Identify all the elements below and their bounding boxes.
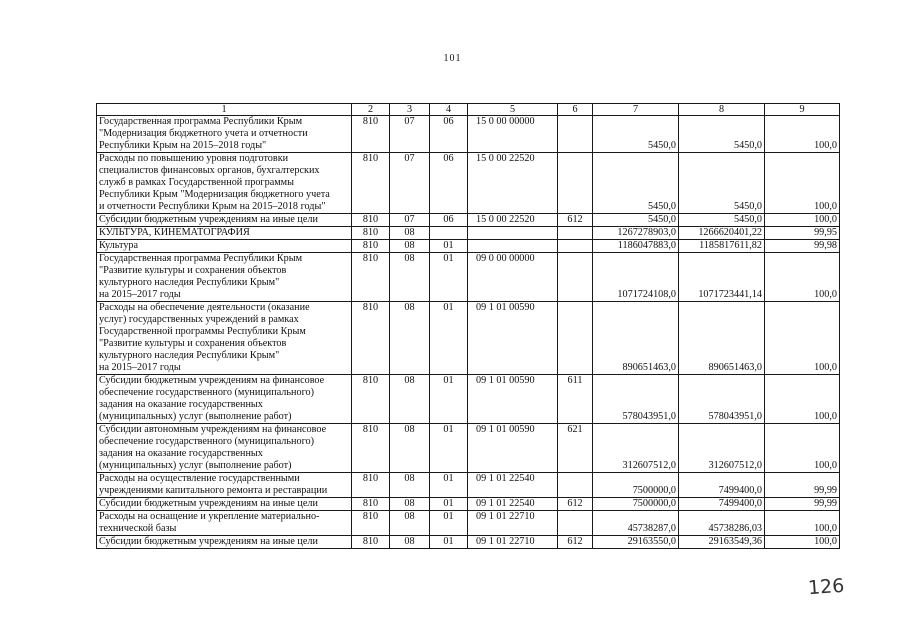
expense-name-line: Республики Крым "Модернизация бюджетного учета bbox=[99, 189, 330, 200]
section-code-cell: 08 bbox=[390, 375, 430, 424]
actual-amount-cell: 45738286,03 bbox=[679, 511, 765, 536]
expense-name-cell bbox=[97, 511, 352, 536]
expense-name-line: Субсидии бюджетным учреждениям на иные цели bbox=[99, 214, 318, 225]
subsection-code-cell: 01 bbox=[430, 473, 468, 498]
table-row bbox=[97, 240, 840, 253]
subsection-code-cell: 01 bbox=[430, 302, 468, 375]
expense-name-line: (муниципальных) услуг (выполнение работ) bbox=[99, 460, 292, 471]
expense-name-line: услуг) государственных учреждений в рамках bbox=[99, 314, 299, 325]
table-row bbox=[97, 498, 840, 511]
column-header: 7 bbox=[593, 104, 679, 116]
expense-name-line: Субсидии бюджетным учреждениям на иные цели bbox=[99, 536, 318, 547]
percent-cell: 100,0 bbox=[765, 511, 840, 536]
section-code-cell: 07 bbox=[390, 153, 430, 214]
actual-amount-cell: 1071723441,14 bbox=[679, 253, 765, 302]
expense-name-line: специалистов финансовых органов, бухгалтерских bbox=[99, 165, 320, 176]
column-header: 5 bbox=[468, 104, 558, 116]
planned-amount-cell: 1186047883,0 bbox=[593, 240, 679, 253]
actual-amount-cell: 29163549,36 bbox=[679, 536, 765, 549]
actual-amount-cell: 7499400,0 bbox=[679, 473, 765, 498]
actual-amount-cell: 578043951,0 bbox=[679, 375, 765, 424]
expense-name-cell bbox=[97, 473, 352, 498]
expense-name-line: обеспечение государственного (муниципального) bbox=[99, 387, 314, 398]
expense-type-cell bbox=[558, 227, 593, 240]
planned-amount-cell: 578043951,0 bbox=[593, 375, 679, 424]
expense-name-line: Государственной программы Республики Крым bbox=[99, 326, 306, 337]
ministry-code-cell: 810 bbox=[352, 214, 390, 227]
table-row bbox=[97, 253, 840, 302]
column-header: 2 bbox=[352, 104, 390, 116]
planned-amount-cell: 312607512,0 bbox=[593, 424, 679, 473]
percent-cell: 100,0 bbox=[765, 153, 840, 214]
target-article-cell: 15 0 00 22520 bbox=[468, 153, 558, 214]
subsection-code-cell: 01 bbox=[430, 240, 468, 253]
column-header: 4 bbox=[430, 104, 468, 116]
expense-type-cell bbox=[558, 511, 593, 536]
expense-name-cell bbox=[97, 116, 352, 153]
section-code-cell: 08 bbox=[390, 498, 430, 511]
percent-cell: 100,0 bbox=[765, 424, 840, 473]
planned-amount-cell: 1071724108,0 bbox=[593, 253, 679, 302]
expense-type-cell: 611 bbox=[558, 375, 593, 424]
target-article-cell: 09 1 01 22710 bbox=[468, 536, 558, 549]
expense-name-line: культурного наследия Республики Крым" bbox=[99, 277, 280, 288]
expense-name-cell bbox=[97, 214, 352, 227]
table-row bbox=[97, 302, 840, 375]
expense-name-line: Культура bbox=[99, 240, 139, 251]
expense-name-line: на 2015–2017 годы bbox=[99, 289, 181, 300]
section-code-cell: 08 bbox=[390, 536, 430, 549]
percent-cell: 100,0 bbox=[765, 375, 840, 424]
target-article-cell bbox=[468, 227, 558, 240]
section-code-cell: 08 bbox=[390, 240, 430, 253]
percent-cell: 99,99 bbox=[765, 498, 840, 511]
expense-name-line: КУЛЬТУРА, КИНЕМАТОГРАФИЯ bbox=[99, 227, 250, 238]
expense-name-line: Расходы по повышению уровня подготовки bbox=[99, 153, 289, 164]
expense-name-cell bbox=[97, 375, 352, 424]
expense-name-line: Республики Крым на 2015–2018 годы" bbox=[99, 140, 267, 151]
target-article-cell: 15 0 00 22520 bbox=[468, 214, 558, 227]
actual-amount-cell: 5450,0 bbox=[679, 153, 765, 214]
planned-amount-cell: 45738287,0 bbox=[593, 511, 679, 536]
expense-type-cell: 612 bbox=[558, 498, 593, 511]
target-article-cell: 09 1 01 22710 bbox=[468, 511, 558, 536]
expense-name-cell bbox=[97, 302, 352, 375]
planned-amount-cell: 29163550,0 bbox=[593, 536, 679, 549]
target-article-cell bbox=[468, 240, 558, 253]
subsection-code-cell: 01 bbox=[430, 511, 468, 536]
table-row bbox=[97, 424, 840, 473]
ministry-code-cell: 810 bbox=[352, 116, 390, 153]
expense-name-line: задания на оказание государственных bbox=[99, 399, 263, 410]
percent-cell: 99,95 bbox=[765, 227, 840, 240]
actual-amount-cell: 5450,0 bbox=[679, 116, 765, 153]
column-header: 3 bbox=[390, 104, 430, 116]
expense-name-line: "Модернизация бюджетного учета и отчетности bbox=[99, 128, 308, 139]
subsection-code-cell: 01 bbox=[430, 498, 468, 511]
ministry-code-cell: 810 bbox=[352, 302, 390, 375]
planned-amount-cell: 1267278903,0 bbox=[593, 227, 679, 240]
section-code-cell: 08 bbox=[390, 511, 430, 536]
table-row bbox=[97, 153, 840, 214]
expense-name-line: учреждениями капитального ремонта и реставрации bbox=[99, 485, 328, 496]
handwritten-page-number: 126 bbox=[807, 574, 845, 600]
table-row bbox=[97, 375, 840, 424]
actual-amount-cell: 1185817611,82 bbox=[679, 240, 765, 253]
target-article-cell: 09 1 01 00590 bbox=[468, 375, 558, 424]
expense-name-line: задания на оказание государственных bbox=[99, 448, 263, 459]
percent-cell: 100,0 bbox=[765, 536, 840, 549]
expense-type-cell bbox=[558, 153, 593, 214]
subsection-code-cell: 06 bbox=[430, 153, 468, 214]
subsection-code-cell: 01 bbox=[430, 375, 468, 424]
expense-name-line: Государственная программа Республики Крым bbox=[99, 116, 303, 127]
ministry-code-cell: 810 bbox=[352, 153, 390, 214]
expense-name-cell bbox=[97, 424, 352, 473]
expense-name-line: служб в рамках Государственной программы bbox=[99, 177, 294, 188]
page-number: 101 bbox=[443, 53, 462, 64]
expense-type-cell bbox=[558, 240, 593, 253]
section-code-cell: 07 bbox=[390, 116, 430, 153]
expense-name-line: культурного наследия Республики Крым" bbox=[99, 350, 280, 361]
expense-type-cell bbox=[558, 302, 593, 375]
expense-name-cell bbox=[97, 253, 352, 302]
expense-name-cell bbox=[97, 227, 352, 240]
ministry-code-cell: 810 bbox=[352, 253, 390, 302]
ministry-code-cell: 810 bbox=[352, 511, 390, 536]
expense-name-line: Государственная программа Республики Крым bbox=[99, 253, 303, 264]
ministry-code-cell: 810 bbox=[352, 424, 390, 473]
table-row bbox=[97, 473, 840, 498]
planned-amount-cell: 7500000,0 bbox=[593, 498, 679, 511]
expense-type-cell bbox=[558, 116, 593, 153]
expense-type-cell: 612 bbox=[558, 536, 593, 549]
target-article-cell: 09 0 00 00000 bbox=[468, 253, 558, 302]
planned-amount-cell: 7500000,0 bbox=[593, 473, 679, 498]
target-article-cell: 15 0 00 00000 bbox=[468, 116, 558, 153]
expense-name-cell bbox=[97, 498, 352, 511]
ministry-code-cell: 810 bbox=[352, 536, 390, 549]
percent-cell: 99,99 bbox=[765, 473, 840, 498]
expense-name-line: обеспечение государственного (муниципального) bbox=[99, 436, 314, 447]
table-row bbox=[97, 227, 840, 240]
table-row bbox=[97, 511, 840, 536]
planned-amount-cell: 5450,0 bbox=[593, 214, 679, 227]
ministry-code-cell: 810 bbox=[352, 375, 390, 424]
actual-amount-cell: 7499400,0 bbox=[679, 498, 765, 511]
expense-name-line: технической базы bbox=[99, 523, 177, 534]
actual-amount-cell: 312607512,0 bbox=[679, 424, 765, 473]
budget-table bbox=[96, 103, 840, 549]
table-header-row bbox=[97, 104, 840, 116]
table-row bbox=[97, 214, 840, 227]
column-header: 1 bbox=[97, 104, 352, 116]
ministry-code-cell: 810 bbox=[352, 473, 390, 498]
table-row bbox=[97, 116, 840, 153]
percent-cell: 100,0 bbox=[765, 214, 840, 227]
expense-name-line: и отчетности Республики Крым на 2015–2018 годы" bbox=[99, 201, 326, 212]
expense-name-cell bbox=[97, 536, 352, 549]
expense-name-cell bbox=[97, 153, 352, 214]
column-header: 6 bbox=[558, 104, 593, 116]
expense-type-cell bbox=[558, 473, 593, 498]
expense-name-line: на 2015–2017 годы bbox=[99, 362, 181, 373]
expense-name-line: "Развитие культуры и сохранения объектов bbox=[99, 265, 287, 276]
expense-type-cell: 612 bbox=[558, 214, 593, 227]
section-code-cell: 08 bbox=[390, 424, 430, 473]
expense-name-line: Расходы на осуществление государственными bbox=[99, 473, 300, 484]
planned-amount-cell: 5450,0 bbox=[593, 153, 679, 214]
table-row bbox=[97, 536, 840, 549]
section-code-cell: 07 bbox=[390, 214, 430, 227]
subsection-code-cell: 06 bbox=[430, 116, 468, 153]
percent-cell: 100,0 bbox=[765, 302, 840, 375]
actual-amount-cell: 5450,0 bbox=[679, 214, 765, 227]
subsection-code-cell: 01 bbox=[430, 536, 468, 549]
expense-name-line: "Развитие культуры и сохранения объектов bbox=[99, 338, 287, 349]
expense-name-line: Субсидии бюджетным учреждениям на иные цели bbox=[99, 498, 318, 509]
subsection-code-cell: 06 bbox=[430, 214, 468, 227]
expense-name-line: Субсидии автономным учреждениям на финансовое bbox=[99, 424, 327, 435]
column-header: 8 bbox=[679, 104, 765, 116]
actual-amount-cell: 890651463,0 bbox=[679, 302, 765, 375]
target-article-cell: 09 1 01 22540 bbox=[468, 498, 558, 511]
expense-name-line: Субсидии бюджетным учреждениям на финансовое bbox=[99, 375, 325, 386]
actual-amount-cell: 1266620401,22 bbox=[679, 227, 765, 240]
column-header: 9 bbox=[765, 104, 840, 116]
target-article-cell: 09 1 01 00590 bbox=[468, 302, 558, 375]
section-code-cell: 08 bbox=[390, 253, 430, 302]
ministry-code-cell: 810 bbox=[352, 227, 390, 240]
section-code-cell: 08 bbox=[390, 302, 430, 375]
expense-type-cell bbox=[558, 253, 593, 302]
expense-name-line: Расходы на обеспечение деятельности (оказание bbox=[99, 302, 310, 313]
section-code-cell: 08 bbox=[390, 227, 430, 240]
expense-name-line: (муниципальных) услуг (выполнение работ) bbox=[99, 411, 292, 422]
subsection-code-cell: 01 bbox=[430, 424, 468, 473]
target-article-cell: 09 1 01 00590 bbox=[468, 424, 558, 473]
ministry-code-cell: 810 bbox=[352, 240, 390, 253]
subsection-code-cell bbox=[430, 227, 468, 240]
section-code-cell: 08 bbox=[390, 473, 430, 498]
expense-name-cell bbox=[97, 240, 352, 253]
planned-amount-cell: 890651463,0 bbox=[593, 302, 679, 375]
percent-cell: 100,0 bbox=[765, 116, 840, 153]
ministry-code-cell: 810 bbox=[352, 498, 390, 511]
expense-name-line: Расходы на оснащение и укрепление материально- bbox=[99, 511, 320, 522]
subsection-code-cell: 01 bbox=[430, 253, 468, 302]
target-article-cell: 09 1 01 22540 bbox=[468, 473, 558, 498]
percent-cell: 100,0 bbox=[765, 253, 840, 302]
expense-type-cell: 621 bbox=[558, 424, 593, 473]
planned-amount-cell: 5450,0 bbox=[593, 116, 679, 153]
percent-cell: 99,98 bbox=[765, 240, 840, 253]
